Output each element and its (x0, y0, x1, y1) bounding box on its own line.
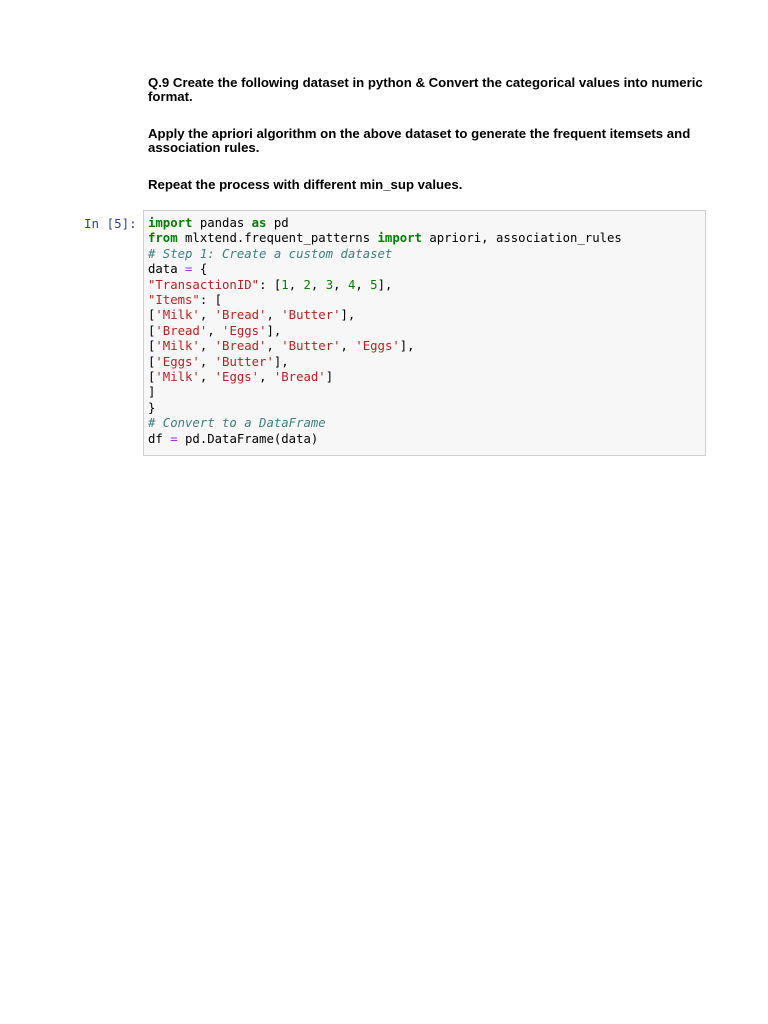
code-token: pd.DataFrame(data) (177, 431, 319, 446)
code-token: 'Milk' (155, 370, 200, 385)
code-line (148, 262, 622, 277)
code-token: "TransactionID" (148, 277, 260, 292)
code-token: 3 (325, 277, 334, 292)
code-token: 'Eggs' (155, 354, 200, 369)
code-token: } (148, 400, 156, 415)
code-token: pandas (192, 216, 252, 230)
code-token: data (148, 262, 186, 277)
code-token: 'Butter' (281, 339, 341, 354)
code-token: 1 (281, 277, 289, 292)
code-token: , (266, 308, 282, 323)
question-heading: Q.9 Create the following dataset in python & Convert the categorical values into numeric format. (148, 75, 703, 104)
code-token: "Items" (148, 293, 200, 308)
code-token: , (310, 277, 326, 292)
code-line (148, 293, 622, 308)
code-token: { (192, 262, 208, 277)
repeat-instruction: Repeat the process with different min_sup values. (148, 177, 463, 192)
code-line (148, 355, 622, 370)
code-token: df (148, 431, 171, 446)
code-token: [ (148, 339, 156, 354)
code-token: , (259, 370, 274, 385)
code-line (148, 401, 622, 416)
code-line (148, 278, 622, 293)
code-token: 'Butter' (281, 308, 341, 323)
code-token: 'Bread' (273, 370, 326, 385)
code-token: 'Milk' (155, 308, 200, 323)
code-token: : [ (259, 277, 282, 292)
code-token: ], (399, 339, 415, 354)
code-token: = (170, 431, 178, 446)
code-token: [ (148, 308, 156, 323)
code-line (148, 216, 622, 231)
code-token: 4 (347, 277, 356, 292)
code-token: import (377, 231, 422, 246)
code-token: , (207, 323, 223, 338)
code-token: ] (325, 370, 334, 385)
code-token: ], (340, 308, 356, 323)
code-token: [ (148, 370, 156, 385)
code-token: , (199, 308, 215, 323)
input-prompt: In [5]: (84, 216, 137, 231)
code-token: 5 (370, 277, 378, 292)
code-token: , (199, 370, 215, 385)
code-token: # Step 1: Create a custom dataset (148, 246, 393, 261)
code-token: 2 (303, 277, 311, 292)
code-line (148, 432, 622, 447)
code-token: mlxtend.frequent_patterns (177, 231, 378, 246)
code-token: as (251, 216, 267, 230)
code-line (148, 324, 622, 339)
code-token: ] (148, 385, 156, 400)
code-token: [ (148, 323, 156, 338)
code-token: , (266, 339, 282, 354)
code-token: , (355, 277, 371, 292)
code-token: pd (266, 216, 289, 230)
code-token: , (340, 339, 356, 354)
code-line (148, 339, 622, 354)
code-token: 'Eggs' (214, 370, 260, 385)
code-token: , (199, 339, 215, 354)
code-token: 'Bread' (155, 323, 208, 338)
code-token: apriori, association_rules (421, 231, 622, 246)
code-token: 'Milk' (155, 339, 200, 354)
code-token: ], (273, 354, 289, 369)
code-token: , (288, 277, 304, 292)
code-token: , (199, 354, 215, 369)
code-token: 'Eggs' (222, 323, 267, 338)
code-token: 'Eggs' (355, 339, 400, 354)
code-token: [ (148, 354, 156, 369)
code-token: 'Bread' (214, 308, 267, 323)
code-line (148, 385, 622, 400)
code-token: # Convert to a DataFrame (148, 416, 326, 431)
code-line (148, 247, 622, 262)
code-token: ], (266, 323, 282, 338)
code-line (148, 308, 622, 323)
code-editor[interactable] (148, 216, 622, 447)
code-token: 'Bread' (214, 339, 267, 354)
code-line (148, 370, 622, 385)
code-token: = (185, 262, 193, 277)
task-instruction: Apply the apriori algorithm on the above dataset to generate the frequent itemsets and association rules. (148, 126, 691, 155)
code-token: ], (377, 277, 393, 292)
code-token: 'Butter' (214, 354, 274, 369)
code-token: import (148, 216, 193, 230)
code-token: : [ (199, 293, 223, 308)
code-token: , (333, 277, 348, 292)
code-line (148, 231, 622, 246)
code-cell[interactable] (143, 210, 706, 456)
code-token: from (148, 231, 178, 246)
code-line (148, 416, 622, 431)
